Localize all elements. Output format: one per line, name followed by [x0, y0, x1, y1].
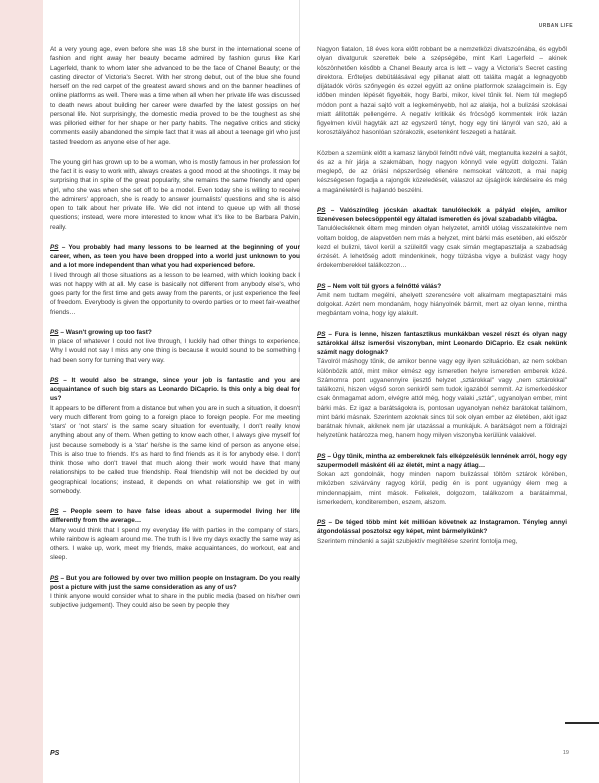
decorative-rule	[565, 722, 599, 724]
question	[317, 330, 567, 358]
question-text: – Valószínűleg jócskán akadtak tanulóleckék a pályád elején, amikor tizenévesen belecsöppentél egy általad ismeretlen és jóval szabadabb világba.	[317, 206, 567, 223]
answer-text: Many would think that I spend my everyday life with parties in the company of stars, while rainbow is agleam around me. The truth is I live my days exactly the same way as others. I wake up, work, meet my friends, make acquaintances, do workout, eat and sleep.	[50, 526, 300, 562]
qa-block	[317, 282, 567, 319]
ps-marker: PS	[317, 519, 326, 526]
question	[50, 328, 300, 337]
answer-text: Távolról máshogy tűnik, de amikor benne vagy egy ilyen szituációban, az nem sokban különbözik attól, mint mikor elmész egy ismeretlen helyre ismeretlen emberek közé. Számomra pont ugyanennyire ijesztő helyzet „sztárokkal" vagy „nem sztárokkal" találkozni, hiszen végső soron senkiről sem tudok igazából semmit. Az ismerkedéskor csak önmagamat adom, elvégre attól még, hogy valaki „sztár", ugyanolyan ember, mint bárki más. Ez igaz a barátságokra is, pontosan ugyanolyan nehéz barátokat találnom, mint bárki másnak. Szerintem azoknak sincs túl sok olyan ember az életében, akit igaz barátnak hívnak, akiknek nem jár utazással a munkájuk. A barátságot nem a földrajzi helyzetünk határozza meg, hanem hogy milyen viszonyba kerülünk valakivel.	[317, 358, 567, 440]
qa-block	[50, 507, 300, 563]
question-text: – Wasn't growing up too fast?	[58, 328, 152, 336]
question	[317, 206, 567, 225]
question	[50, 376, 300, 404]
ps-marker: PS	[317, 282, 326, 290]
page-number: 19	[562, 750, 569, 756]
question	[50, 243, 300, 271]
question	[317, 518, 567, 537]
qa-block	[317, 452, 567, 508]
qa-block	[317, 518, 567, 546]
answer-text: I lived through all those situations as a lesson to be learned, with which looking back I was not happy with at all. My case is basically not different from anybody else's, who goes party for the first time and gets away from the parents, or just experience the feel of freedom. Everybody is given the opportunity to overdo parties or to meet fair-weather friends…	[50, 271, 300, 316]
question-text: – It would also be strange, since your job is fantastic and you are acquaintance of such big stars as Leonardo DiCaprio. Is this only a big deal for us?	[50, 376, 300, 403]
question-text: – De téged több mint két millióan követnek az Instagramon. Tényleg annyi átgondolással posztolsz egy képet, mint bármelyikünk?	[317, 519, 567, 536]
qa-block	[50, 328, 300, 365]
qa-block	[317, 206, 567, 271]
ps-marker: PS	[317, 452, 326, 460]
question	[317, 282, 567, 291]
intro-paragraph: The young girl has grown up to be a woman, who is mostly famous in her profession for the fact it is easy to work with, always creates a good mood at the shootings. It may be surprising that in spite of the great popularity, she remains the same friendly and open girl, who she was when she set off to be a model. Even today she is willing to receive the admirers' approach, she is ready to answer journalists' questions and she is also open to talk about her private life. We did not intend to queue up with all those questions; instead, were more interested to know what it's like to be Barbara Palvin, really.	[50, 158, 300, 231]
english-column	[50, 45, 300, 622]
ps-marker: PS	[50, 328, 59, 336]
question-text: – Nem volt túl gyors a felnőtté válás?	[325, 282, 442, 290]
qa-block	[50, 574, 300, 611]
question-text: – You probably had many lessons to be learned at the beginning of your career, when, as teen you have been dropped into a world just unknown to you and a lot more independent than what you had experienced before.	[50, 243, 300, 270]
question	[317, 452, 567, 471]
answer-text: It appears to be different from a distance but when you are in such a situation, it doesn't very much different from going to a foreign place to foreign people. For me meeting 'stars' or 'not stars' is the same scary situation for eventually, I don't really know anything about any of them. When getting to know each other, I always give myself for just because somebody is a 'star' he/she is the same kind of person as anyone else. This is also true to friends. It's as hard to find friends as it is for anybody else. I don't think those who don't travel that much along their work would have that many relationships to be called true friendship. Real friendship will not be decided by our geographical locations; instead, it depends on what relationship we get in with somebody.	[50, 404, 300, 495]
hungarian-column	[317, 45, 567, 557]
decorative-side-band	[0, 0, 43, 783]
ps-marker: PS	[317, 330, 326, 338]
question	[50, 574, 300, 593]
answer-text: I think anyone would consider what to share in the public media (based on his/her own subjective judgement). They could also be seen by people they	[50, 593, 300, 610]
question	[50, 507, 300, 526]
intro-paragraph: Nagyon fiatalon, 18 éves kora előtt robbant be a nemzetközi divatszcénába, és egyből olyan divatguruk szerettek bele a szépségébe, mint Karl Lagerfeld – akinek köszönhetően később a Chanel Beauty arca is lett – vagy a Victoria's Secret casting direktora. Erőteljes debütálásával egy pillanat alatt ott találta magát a legnagyobb díjátadók vörös szőnyegén és ezzel együtt az online platformok szalagcímein is. Egy időben minden lépését figyelték, hogy Barbi, mikor, kivel tűnik fel. Nem túl meglepő módon pont a hazai sajtó volt a legkeményebb, hol az alakja, hol a bulizási szokásai miatt állították pellengérre. A negatív kritikák és fröcsögő kommentek írók lazán figyelmen kívül hagyták azt az egyszerű tényt, hogy egy tini lányról van szó, aki a korosztályához hasonlóan szórakozik, esetenként feszegeti a határait.	[317, 46, 567, 137]
section-label: URBAN LIFE	[538, 23, 573, 29]
answer-text: Sokan azt gondolnák, hogy minden napom bulizással töltöm sztárok körében, miközben szivárvány ragyog körül, pedig én is pont ugyanúgy élem meg a mindennapjaim, mint mások. Felkelek, dolgozom, találkozom a barátaimmal, ismerkedem, konditeremben, eszem, alszom.	[317, 471, 567, 506]
answer-text: In place of whatever I could not live through, I luckily had other things to experience. Why I would not say I miss any one thing is because it would sound to be something I had been sorry for turning that very way.	[50, 338, 300, 364]
qa-block	[50, 376, 300, 496]
ps-marker: PS	[50, 508, 59, 515]
ps-marker: PS	[50, 376, 59, 384]
answer-text: Szerintem mindenki a saját szubjektív megítélése szerint fontolja meg,	[317, 537, 518, 545]
answer-text: Tanulóleckéknek éltem meg minden olyan helyzetet, amitől utólag visszatekintve nem voltam boldog, de alapvetően nem más a helyzet, mint bárki más esetében, aki először kezd el bulizni, távol kerül a szüleitől vagy csak simán megtapasztalja a szabadság érzését. A lehetőség adott mindenkinek, hogy túlzásba vigye a bulizást vagy hogy érdekemberekkel találkozzon…	[317, 225, 567, 270]
question-text: – People seem to have false ideas about a supermodel living her life differently from the average…	[50, 508, 300, 525]
ps-marker: PS	[317, 206, 326, 214]
magazine-logo: PS	[50, 750, 60, 757]
ps-marker: PS	[50, 243, 59, 251]
ps-marker: PS	[50, 574, 59, 582]
question-text: – But you are followed by over two million people on Instagram. Do you really post a picture with just the same consideration as any of us?	[50, 574, 300, 591]
question-text: – Fura is lenne, hiszen fantasztikus munkákban veszel részt és olyan nagy sztárokkal állsz ismerősi viszonyban, mint Leonardo DiCaprio. Ez csak nekünk számít nagy dolognak?	[317, 330, 567, 356]
answer-text: Amit nem tudtam megélni, ahelyett szerencsére volt alkalmam megtapasztalni más dolgokat. Azért nem mondanám, hogy hiányolnék bármit, mert az olyan lenne, mintha megbántam volna, hogy így alakult.	[317, 291, 567, 318]
intro-paragraph: At a very young age, even before she was 18 she burst in the international scene of fashion and right away her beauty became admired by fashion gurus like Karl Lagerfeld, thank to whom later she advanced to be the face of Chanel Beauty; or the casting director of Victoria's Secret. With her strong debut, out of the blue she found herself on the red carpet of the greatest award shows and on the banner headlines of online platforms as well. There was a time when all when her private life was discussed to death news about building her career were dwarfed by the latest gossips on her personal life. Not surprisingly, the domestic media proved to be the toughest as she was pilloried either for her shape or her party habits. The negative critics and sticky comments easily abandoned the simple fact that it was all about a teenage girl who just tasted freedom as anyone else of her age.	[50, 46, 300, 146]
intro-paragraph: Közben a szemünk előtt a kamasz lányból felnőtt nővé vált, megtanulta kezelni a sajtót, és az a hír járja a szakmában, hogy nagyon könnyű vele együtt dolgozni. Talán meglepő, de az óriási népszerűség ellenére nemsokat változott, a mai napig készségesen fogadja a rajongók közeledését, válaszol az újságírók kérdéseire és még a magánéletéről is hajlandó beszélni.	[317, 149, 567, 194]
qa-block	[50, 243, 300, 317]
question-text: – Úgy tűnik, mintha az embereknek fals elképzelésük lennének arról, hogy egy szupermodell másként éli az életét, mint a nagy átlag…	[317, 452, 567, 469]
qa-block	[317, 330, 567, 441]
